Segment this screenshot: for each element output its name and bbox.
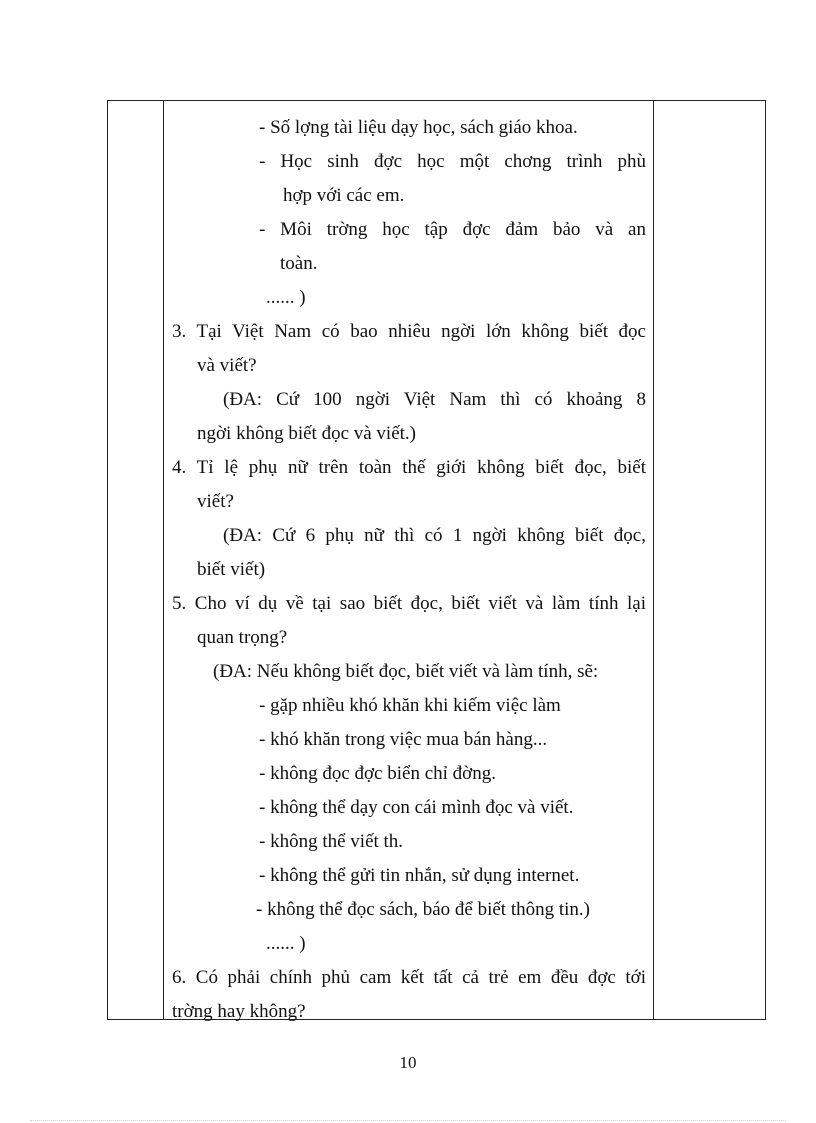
column-divider-1 (163, 100, 164, 1020)
text-line: quan trọng? (197, 627, 288, 648)
answer-3: (ĐA: Cứ 100 ngời Việt Nam thì có khoảng 8 (223, 389, 646, 410)
page-number: 10 (399, 1053, 417, 1072)
text-line: - khó khăn trong việc mua bán hàng... (259, 729, 548, 750)
table-top-border (107, 100, 766, 101)
table-right-border (765, 100, 766, 1020)
page-edge-divider (30, 1120, 786, 1121)
text-line: ...... ) (266, 287, 306, 308)
table-left-border (107, 100, 108, 1020)
question-3: 3. Tại Việt Nam có bao nhiêu ngời lớn không biết đọc (172, 321, 646, 342)
text-line: - không thể đọc sách, báo để biết thông tin.) (256, 899, 591, 920)
text-line: - không thể gửi tin nhắn, sử dụng internet. (259, 865, 580, 886)
text-line: - Số lợng tài liệu dạy học, sách giáo khoa. (259, 117, 578, 138)
text-line: trờng hay không? (172, 1001, 306, 1022)
text-line: biết viết) (197, 559, 266, 580)
text-line: - Môi trờng học tập đợc đảm bảo và an (259, 219, 646, 240)
text-line: - không đọc đợc biển chỉ đờng. (259, 763, 496, 784)
question-6: 6. Có phải chính phủ cam kết tất cả trẻ em đều đợc tới (172, 967, 646, 988)
question-4: 4. Tỉ lệ phụ nữ trên toàn thế giới không biết đọc, biết (172, 457, 646, 478)
text-line: - không thể dạy con cái mình đọc và viết. (259, 797, 574, 818)
text-line: ngời không biết đọc và viết.) (197, 423, 417, 444)
text-line: và viết? (197, 355, 257, 376)
column-divider-2 (653, 100, 654, 1020)
answer-4: (ĐA: Cứ 6 phụ nữ thì có 1 ngời không biết đọc, (223, 525, 646, 546)
text-line: toàn. (280, 253, 318, 274)
text-line: ...... ) (266, 933, 306, 954)
answer-5: (ĐA: Nếu không biết đọc, biết viết và làm tính, sẽ: (213, 661, 599, 682)
text-line: - gặp nhiều khó khăn khi kiếm việc làm (259, 695, 561, 716)
text-line: viết? (197, 491, 234, 512)
text-line: - không thể viết th. (259, 831, 404, 852)
text-line: - Học sinh đợc học một chơng trình phù (259, 151, 646, 172)
text-line: hợp với các em. (283, 185, 405, 206)
question-5: 5. Cho ví dụ về tại sao biết đọc, biết viết và làm tính lại (172, 593, 646, 614)
